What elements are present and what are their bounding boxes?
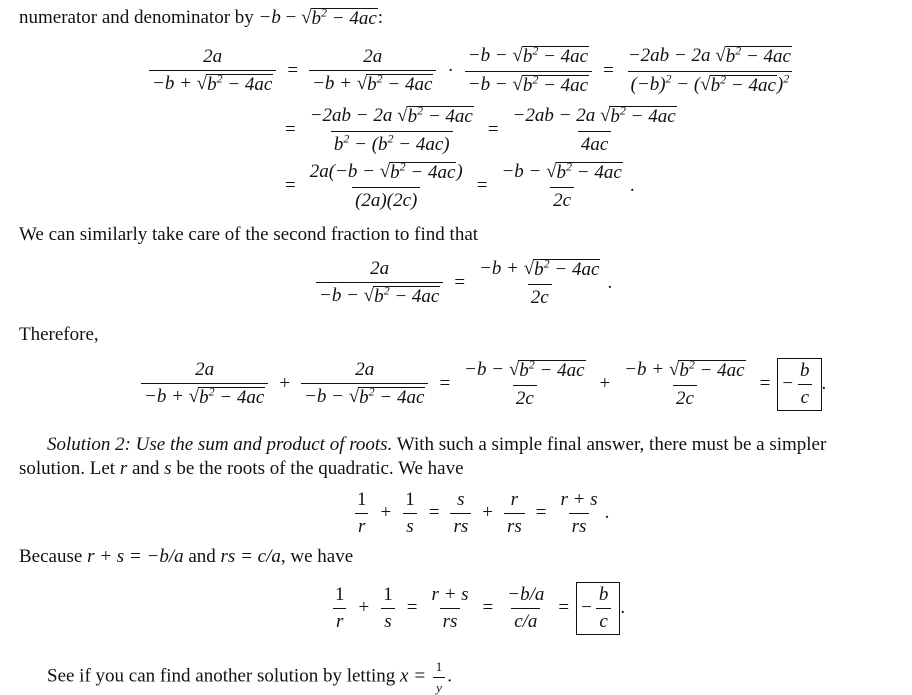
similar-line: We can similarly take care of the second fraction to find that — [19, 224, 479, 245]
fraction: 2a −b − √ $b^2 - 4ac$ — [301, 360, 428, 409]
equation-row-1: 2a −b + √ $b^2 - 4ac$ = 2a −b + √ $b^2 - 4ac$ · −b − √ $b^2 - 4ac$ −b − √ $b^2 - 4ac$ = −2ab − 2a √ $b^2 - 4ac$ $(-b)^2$ − ( √ $b^2 - 4ac$ )$^2$ — [145, 46, 799, 97]
because-line: Because r + s = −b/a and rs = c/a, we have — [19, 546, 354, 567]
see-if-line: See if you can find another solution by letting x = $\frac{1}{y}$ . — [47, 659, 453, 695]
equation-row-2: = −2ab − 2a √ $b^2 - 4ac$ $b^2 - (b^2 - 4ac)$ = −2ab − 2a √ $b^2 - 4ac$ 4ac — [278, 106, 684, 155]
sqrt-disc: √ $b^2 - 4ac$ — [301, 5, 377, 29]
fraction: −b + √ $b^2 - 4ac$ 2c — [624, 357, 745, 409]
equation-final: $\frac{1}{r}$ + $\frac{1}{s}$ = $\frac{r + s}{rs}$ = $\frac{-b/a}{c/a}$ = − $\frac{b}{c}$ . — [328, 582, 625, 635]
solution2-line1: Solution 2: Use the sum and product of roots. With such a simple final answer, there must be a simpler — [47, 434, 827, 455]
answer-box: − $\frac{b}{c}$ — [777, 358, 821, 411]
intro-text: numerator and denominator by — [19, 7, 254, 28]
fraction: −2ab − 2a √ $b^2 - 4ac$ 4ac — [512, 103, 676, 155]
equation-second-fraction: 2a −b − √ $b^2 - 4ac$ = −b + √ $b^2 - 4ac$ 2c . — [312, 259, 612, 308]
fraction: 2a −b + √ $b^2 - 4ac$ — [309, 47, 436, 96]
equation-row-3: = 2a(−b − √ $b^2 - 4ac$ ) (2a)(2c) = −b − √ $b^2 - 4ac$ 2c . — [285, 159, 635, 211]
fraction: −b − √ $b^2 - 4ac$ −b − √ $b^2 - 4ac$ — [465, 46, 592, 97]
answer-box: − $\frac{b}{c}$ — [576, 582, 620, 635]
intro-line: numerator and denominator by −b − √ $b^2 - 4ac$ : — [19, 5, 384, 29]
fraction: 2a −b + √ $b^2 - 4ac$ — [149, 47, 276, 96]
solution2-title: Solution 2: Use the sum and product of roots. — [47, 434, 393, 455]
solution2-line2: solution. Let r and s be the roots of the quadratic. We have — [19, 458, 464, 479]
fraction: −2ab − 2a √ $b^2 - 4ac$ $b^2 - (b^2 - 4ac)$ — [309, 103, 473, 155]
equation-reciprocal-sum: $\frac{1}{r}$ + $\frac{1}{s}$ = $\frac{s}{rs}$ + $\frac{r}{rs}$ = $\frac{r + s}{rs}$ . — [357, 489, 610, 537]
equation-sum: 2a −b + √ $b^2 - 4ac$ + 2a −b − √ $b^2 - 4ac$ = −b − √ $b^2 - 4ac$ 2c + −b + √ $b^2 - 4ac$ 2c = − $\frac{b}{c}$ . — [137, 358, 826, 411]
fraction: 2a(−b − √ $b^2 - 4ac$ ) (2a)(2c) — [309, 159, 463, 211]
fraction: −b − √ $b^2 - 4ac$ 2c — [464, 357, 585, 409]
fraction: 2a −b − √ $b^2 - 4ac$ — [316, 259, 443, 308]
fraction: 2a −b + √ $b^2 - 4ac$ — [141, 360, 268, 409]
therefore-line: Therefore, — [19, 324, 99, 345]
fraction: −b − √ $b^2 - 4ac$ 2c — [501, 159, 622, 211]
fraction: −b + √ $b^2 - 4ac$ 2c — [479, 256, 600, 308]
fraction: −2ab − 2a √ $b^2 - 4ac$ $(-b)^2$ − ( √ $b^2 - 4ac$ )$^2$ — [627, 43, 791, 96]
